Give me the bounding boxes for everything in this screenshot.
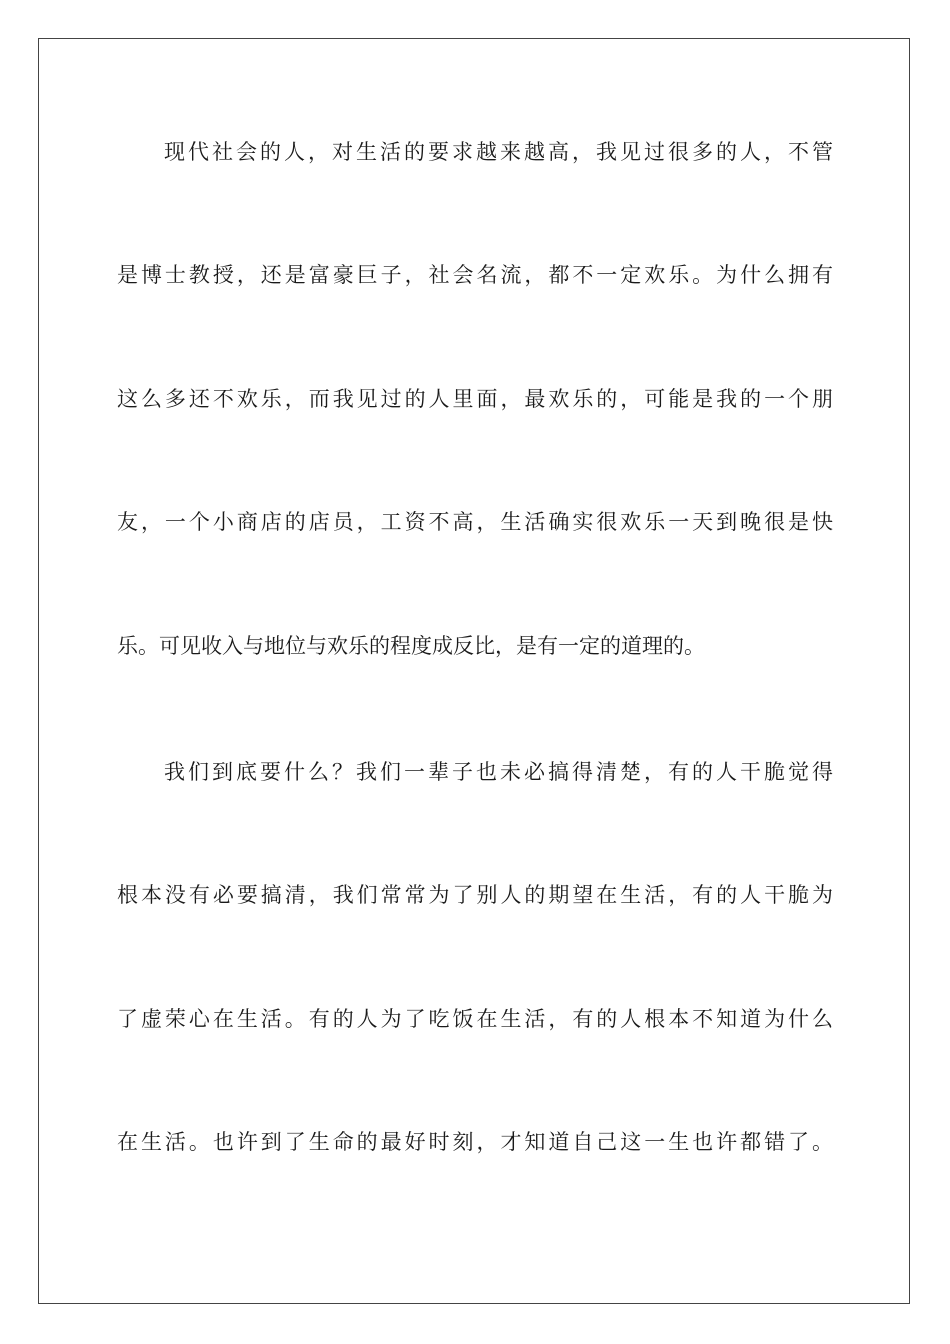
paragraph-1-line-4: 友，一个小商店的店员，工资不高，生活确实很欢乐一天到晚很是快 <box>117 510 833 534</box>
paragraph-2-line-1: 我们到底要什么？我们一辈子也未必搞得清楚，有的人干脆觉得 <box>164 760 833 784</box>
paragraph-1-line-1: 现代社会的人，对生活的要求越来越高，我见过很多的人，不管 <box>164 140 833 164</box>
paragraph-1-line-2: 是博士教授，还是富豪巨子，社会名流，都不一定欢乐。为什么拥有 <box>117 263 833 287</box>
page-border <box>38 38 910 1304</box>
paragraph-2-line-4: 在生活。也许到了生命的最好时刻，才知道自己这一生也许都错了。 <box>117 1130 833 1154</box>
paragraph-1-line-5: 乐。可见收入与地位与欢乐的程度成反比，是有一定的道理的。 <box>117 634 705 658</box>
paragraph-1-line-3: 这么多还不欢乐，而我见过的人里面，最欢乐的，可能是我的一个朋 <box>117 387 833 411</box>
paragraph-2-line-3: 了虚荣心在生活。有的人为了吃饭在生活，有的人根本不知道为什么 <box>117 1007 833 1031</box>
paragraph-2-line-2: 根本没有必要搞清，我们常常为了别人的期望在生活，有的人干脆为 <box>117 883 833 907</box>
